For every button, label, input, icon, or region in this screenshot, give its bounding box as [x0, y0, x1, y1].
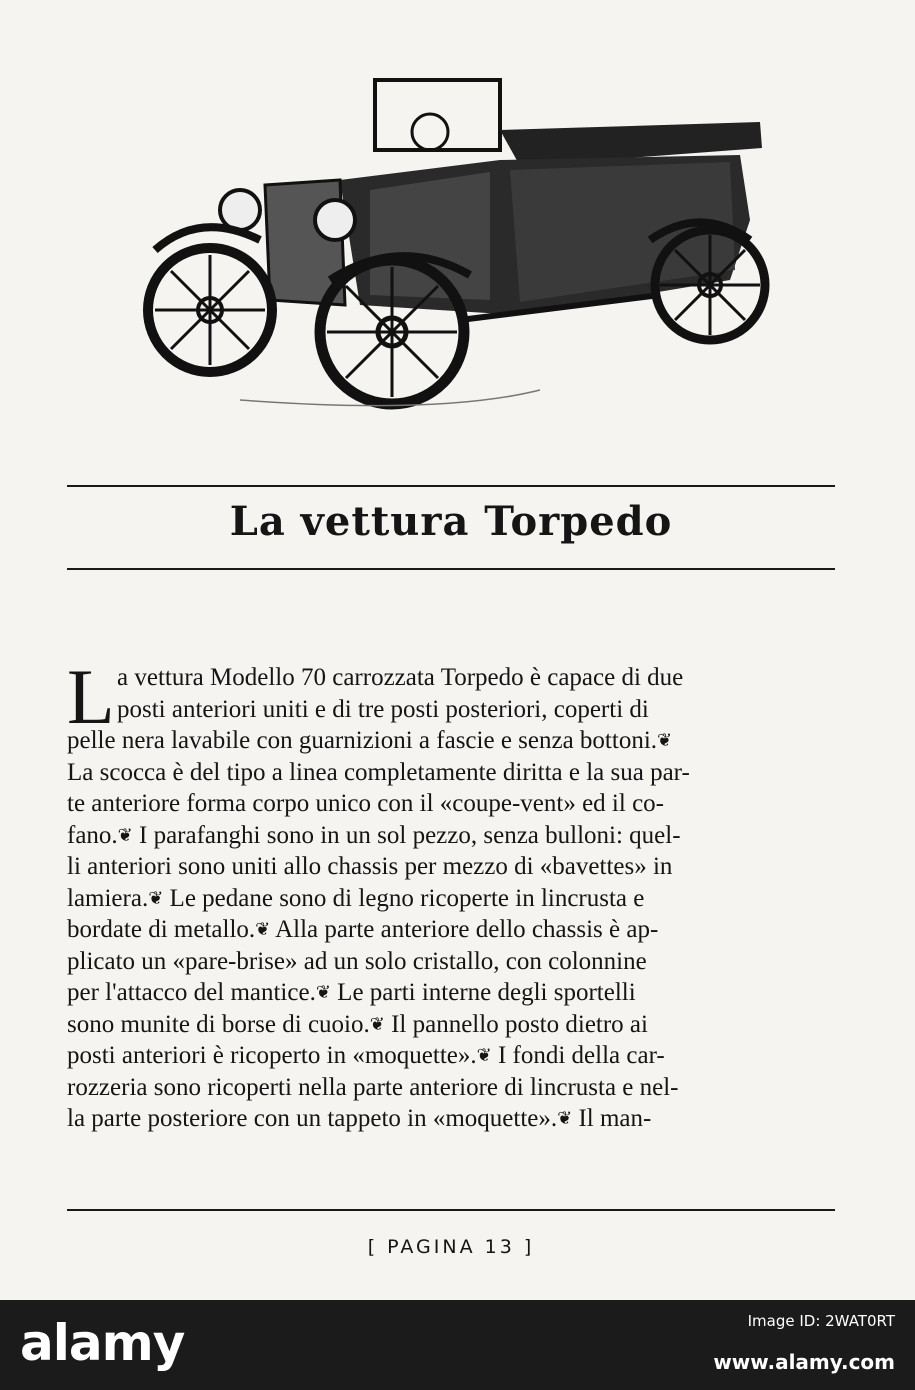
text-line: a vettura Modello 70 carrozzata Torpedo è capace di due	[117, 664, 684, 691]
bottom-rule	[67, 1209, 835, 1211]
leaf-ornament-icon: ❦	[117, 824, 133, 845]
page-number: [ PAGINA 13 ]	[367, 1236, 535, 1258]
text-line: plicato un «pare-brise» ad un solo cristallo, con colonnine	[67, 947, 647, 975]
text-line: te anteriore forma corpo unico con il «coupe-vent» ed il co-	[67, 790, 664, 817]
watermark-url: www.alamy.com	[713, 1350, 895, 1374]
page-title: La vettura Torpedo	[229, 498, 673, 545]
text-line: per l'attacco del mantice.❦ Le parti interne degli sportelli	[67, 977, 845, 1009]
watermark-bar	[0, 1300, 915, 1390]
drop-cap: L	[67, 653, 115, 740]
leaf-ornament-icon: ❦	[148, 887, 164, 908]
image-id: Image ID: 2WAT0RT	[747, 1312, 895, 1330]
torpedo-car-illustration	[140, 70, 780, 430]
text-line: sono munite di borse di cuoio.❦ Il pannello posto dietro ai	[67, 1009, 845, 1041]
body-paragraph	[67, 653, 845, 1135]
leaf-ornament-icon: ❦	[369, 1013, 385, 1034]
leaf-ornament-icon: ❦	[557, 1108, 573, 1128]
text-line: bordate di metallo.❦ Alla parte anteriore dello chassis è ap-	[67, 914, 845, 946]
text-line: li anteriori sono uniti allo chassis per mezzo di «bavettes» in	[67, 853, 673, 880]
text-line: la parte posteriore con un tappeto in «moquette».❦ Il man-	[67, 1103, 845, 1135]
alamy-logo: alamy	[20, 1314, 185, 1372]
text-line: La scocca è del tipo a linea completamente diritta e la sua par-	[67, 758, 690, 786]
text-line: lamiera.❦ Le pedane sono di legno ricoperte in lincrusta e	[67, 883, 845, 915]
title-rule	[67, 568, 835, 570]
text-line: posti anteriori uniti e di tre posti posteriori, coperti di	[117, 695, 649, 723]
leaf-ornament-icon: ❦	[657, 730, 673, 750]
leaf-ornament-icon: ❦	[476, 1045, 492, 1065]
leaf-ornament-icon: ❦	[315, 982, 331, 1002]
text-line: posti anteriori è ricoperto in «moquette».❦ I fondi della car-	[67, 1040, 845, 1072]
top-rule	[67, 485, 835, 487]
text-line: fano.❦ I parafanghi sono in un sol pezzo, senza bulloni: quel-	[67, 820, 845, 852]
text-line: rozzeria sono ricoperti nella parte anteriore di lincrusta e nel-	[67, 1073, 679, 1101]
text-line: pelle nera lavabile con guarnizioni a fascie e senza bottoni.❦	[67, 725, 845, 757]
leaf-ornament-icon: ❦	[255, 919, 271, 939]
